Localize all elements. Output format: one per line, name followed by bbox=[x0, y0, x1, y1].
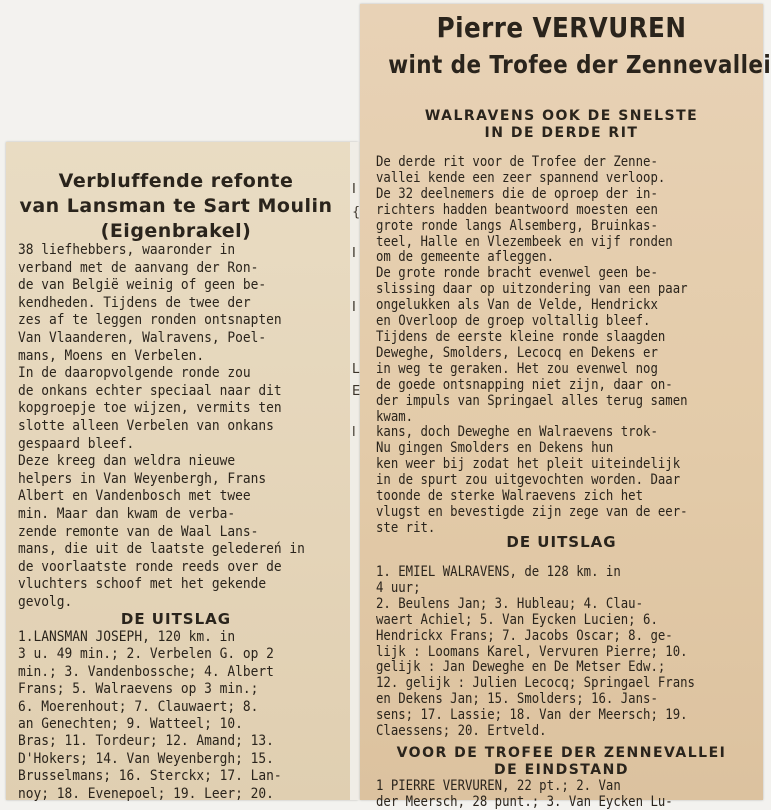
right-result-line: 1. EMIEL WALRAVENS, de 128 km. in bbox=[376, 564, 621, 580]
right-body-line: grote ronde langs Alsemberg, Bruinkas- bbox=[376, 217, 658, 234]
left-results-list bbox=[18, 629, 348, 803]
left-body-line: de van België weinig of geen be- bbox=[18, 277, 267, 294]
right-subhead-line-2: IN DE DERDE RIT bbox=[484, 125, 639, 141]
left-body-line: zes af te leggen ronden ontsnapten bbox=[18, 312, 282, 329]
left-body-line: In de daaropvolgende ronde zou bbox=[18, 365, 251, 382]
left-body-line: de onkans echter speciaal naar dit bbox=[18, 382, 282, 399]
right-standings-title-line-2: DE EINDSTAND bbox=[494, 762, 629, 778]
edge-mark: l bbox=[352, 425, 356, 440]
left-body-line: mans, die uit de laatste geledereń in bbox=[18, 541, 305, 558]
right-result-line: waert Achiel; 5. Van Eycken Lucien; 6. bbox=[376, 611, 658, 628]
right-result-line: 2. Beulens Jan; 3. Hubleau; 4. Clau- bbox=[376, 595, 644, 612]
right-article-body bbox=[376, 155, 761, 537]
left-body-line: 38 liefhebbers, waaronder in bbox=[18, 242, 236, 258]
left-headline-line-3: (Eigenbrakel) bbox=[100, 220, 252, 242]
left-body-line: helpers in Van Weyenbergh, Frans bbox=[18, 470, 267, 487]
right-standings-title bbox=[360, 745, 763, 779]
left-result-line: an Genechten; 9. Watteel; 10. bbox=[18, 716, 243, 733]
right-body-line: kans, doch Deweghe en Walraevens trok- bbox=[376, 424, 658, 441]
right-result-line: lijk : Loomans Karel, Vervuren Pierre; 10. bbox=[376, 643, 688, 660]
right-body-line: in weg te geraken. Het zou evenwel nog bbox=[376, 360, 658, 377]
left-body-line: min. Maar dan kwam de verba- bbox=[18, 505, 236, 522]
right-body-line: ste rit. bbox=[376, 519, 436, 536]
left-result-line: 3 u. 49 min.; 2. Verbelen G. op 2 bbox=[18, 646, 274, 663]
left-result-line: D'Hokers; 14. Van Weyenbergh; 15. bbox=[18, 750, 274, 767]
right-standing-line: der Meersch, 28 punt.; 3. Van Eycken Lu- bbox=[376, 794, 673, 810]
right-result-line: 12. gelijk : Julien Lecocq; Springael Frans bbox=[376, 675, 695, 692]
right-body-line: vallei kende een zeer spannend verloop. bbox=[376, 169, 666, 186]
right-results-list bbox=[376, 565, 761, 740]
left-result-title: DE UITSLAG bbox=[120, 610, 232, 628]
right-result-line: sens; 17. Lassie; 18. Van der Meersch; 19. bbox=[376, 707, 688, 724]
right-standings-title-line-1: VOOR DE TROFEE DER ZENNEVALLEI bbox=[396, 745, 727, 761]
right-body-line: De 32 deelnemers die de oproep der in- bbox=[376, 185, 658, 202]
left-body-line: mans, Moens en Verbelen. bbox=[18, 347, 205, 364]
right-body-line: ongelukken als Van de Velde, Hendrickx bbox=[376, 297, 658, 314]
edge-mark: I bbox=[352, 246, 356, 261]
right-result-line: 4 uur; bbox=[376, 579, 421, 596]
gap-strip bbox=[350, 142, 360, 800]
right-subhead-line-1: WALRAVENS OOK DE SNELSTE bbox=[424, 108, 699, 124]
right-body-line: Nu gingen Smolders en Dekens hun bbox=[376, 440, 614, 457]
right-body-line: Tijdens de eerste kleine ronde slaagden bbox=[376, 328, 666, 345]
left-body-line: zende remonte van de Waal Lans- bbox=[18, 523, 259, 540]
edge-mark: L bbox=[352, 362, 360, 377]
left-body-line: Deze kreeg dan weldra nieuwe bbox=[18, 453, 236, 470]
right-headline-line-2: wint de Trofee der Zennevallei bbox=[388, 50, 771, 79]
right-body-line: om de gemeente afleggen. bbox=[376, 249, 555, 266]
right-body-line: ken weer bij zodat het pleit uiteindelijk bbox=[376, 456, 681, 473]
right-newspaper-clipping bbox=[360, 4, 771, 810]
right-body-line: toonde de sterke Walraevens zich het bbox=[376, 488, 644, 505]
right-body-line: richters hadden beantwoord moesten een bbox=[376, 201, 658, 218]
right-body-line: Deweghe, Smolders, Lecocq en Dekens er bbox=[376, 344, 658, 361]
right-standings-list bbox=[376, 778, 761, 810]
edge-mark: I bbox=[352, 182, 356, 197]
right-body-line: kwam. bbox=[376, 408, 414, 425]
left-body-line: de voorlaatste ronde reeds over de bbox=[18, 558, 282, 575]
right-body-line: en Overloop de groep voltallig bleef. bbox=[376, 313, 651, 330]
left-body-line: Albert en Vandenbosch met twee bbox=[18, 488, 251, 505]
left-body-line: Van Vlaanderen, Walravens, Poel- bbox=[18, 329, 267, 346]
left-body-line: kendheden. Tijdens de twee der bbox=[18, 294, 251, 311]
left-body-line: slotte alleen Verbelen van onkans bbox=[18, 417, 274, 434]
left-body-line: kopgroepje toe wijzen, vermits ten bbox=[18, 400, 282, 417]
right-subhead bbox=[360, 108, 763, 142]
left-headline bbox=[6, 169, 346, 243]
right-body-line: in de spurt zou uitgevochten worden. Daar bbox=[376, 472, 681, 489]
right-result-line: en Dekens Jan; 15. Smolders; 16. Jans- bbox=[376, 691, 658, 708]
left-body-line: vluchters schoof met het gekende bbox=[18, 576, 267, 593]
left-result-line: 1.LANSMAN JOSEPH, 120 km. in bbox=[18, 629, 236, 645]
left-result-line: noy; 18. Evenepoel; 19. Leer; 20. bbox=[18, 785, 274, 802]
right-body-line: vlugst en bevestigde zijn zege van de eer- bbox=[376, 503, 688, 520]
left-result-line: Brusselmans; 16. Sterckx; 17. Lan- bbox=[18, 768, 282, 785]
right-body-line: De derde rit voor de Trofee der Zenne- bbox=[376, 154, 658, 170]
left-headline-line-1: Verbluffende refonte bbox=[58, 170, 294, 192]
edge-mark: { bbox=[352, 205, 361, 220]
right-headline-line-1: Pierre VERVUREN bbox=[436, 11, 687, 44]
right-headline bbox=[360, 10, 771, 84]
left-headline-line-2: van Lansman te Sart Moulin bbox=[19, 195, 333, 217]
right-body-line: de goede ontsnapping niet zijn, daar on- bbox=[376, 376, 673, 393]
left-result-line: Bras; 11. Tordeur; 12. Amand; 13. bbox=[18, 733, 274, 750]
left-body-line: gevolg. bbox=[18, 593, 73, 610]
right-result-line: Hendrickx Frans; 7. Jacobs Oscar; 8. ge- bbox=[376, 627, 673, 644]
left-body-line: gespaard bleef. bbox=[18, 435, 135, 452]
right-body-line: slissing daar op uitzondering van een paar bbox=[376, 281, 688, 298]
right-result-line: Claessens; 20. Ertveld. bbox=[376, 723, 547, 740]
left-result-line: Frans; 5. Walraevens op 3 min.; bbox=[18, 681, 259, 698]
right-result-line: gelijk : Jan Deweghe en De Metser Edw.; bbox=[376, 659, 666, 676]
left-body-line: verband met de aanvang der Ron- bbox=[18, 259, 259, 276]
right-body-line: teel, Halle en Vlezembeek en vijf ronden bbox=[376, 233, 673, 250]
edge-mark: I bbox=[352, 300, 356, 315]
left-result-line: min.; 3. Vandenbossche; 4. Albert bbox=[18, 663, 274, 680]
right-standing-line: 1 PIERRE VERVUREN, 22 pt.; 2. Van bbox=[376, 778, 621, 794]
right-result-title: DE UITSLAG bbox=[506, 533, 617, 551]
left-article-body bbox=[18, 242, 348, 611]
edge-mark: E bbox=[352, 384, 361, 399]
left-result-line: 6. Moerenhout; 7. Clauwaert; 8. bbox=[18, 698, 259, 715]
right-body-line: De grote ronde bracht evenwel geen be- bbox=[376, 265, 658, 282]
right-body-line: der impuls van Springael alles terug samen bbox=[376, 392, 688, 409]
left-newspaper-clipping bbox=[6, 142, 361, 802]
